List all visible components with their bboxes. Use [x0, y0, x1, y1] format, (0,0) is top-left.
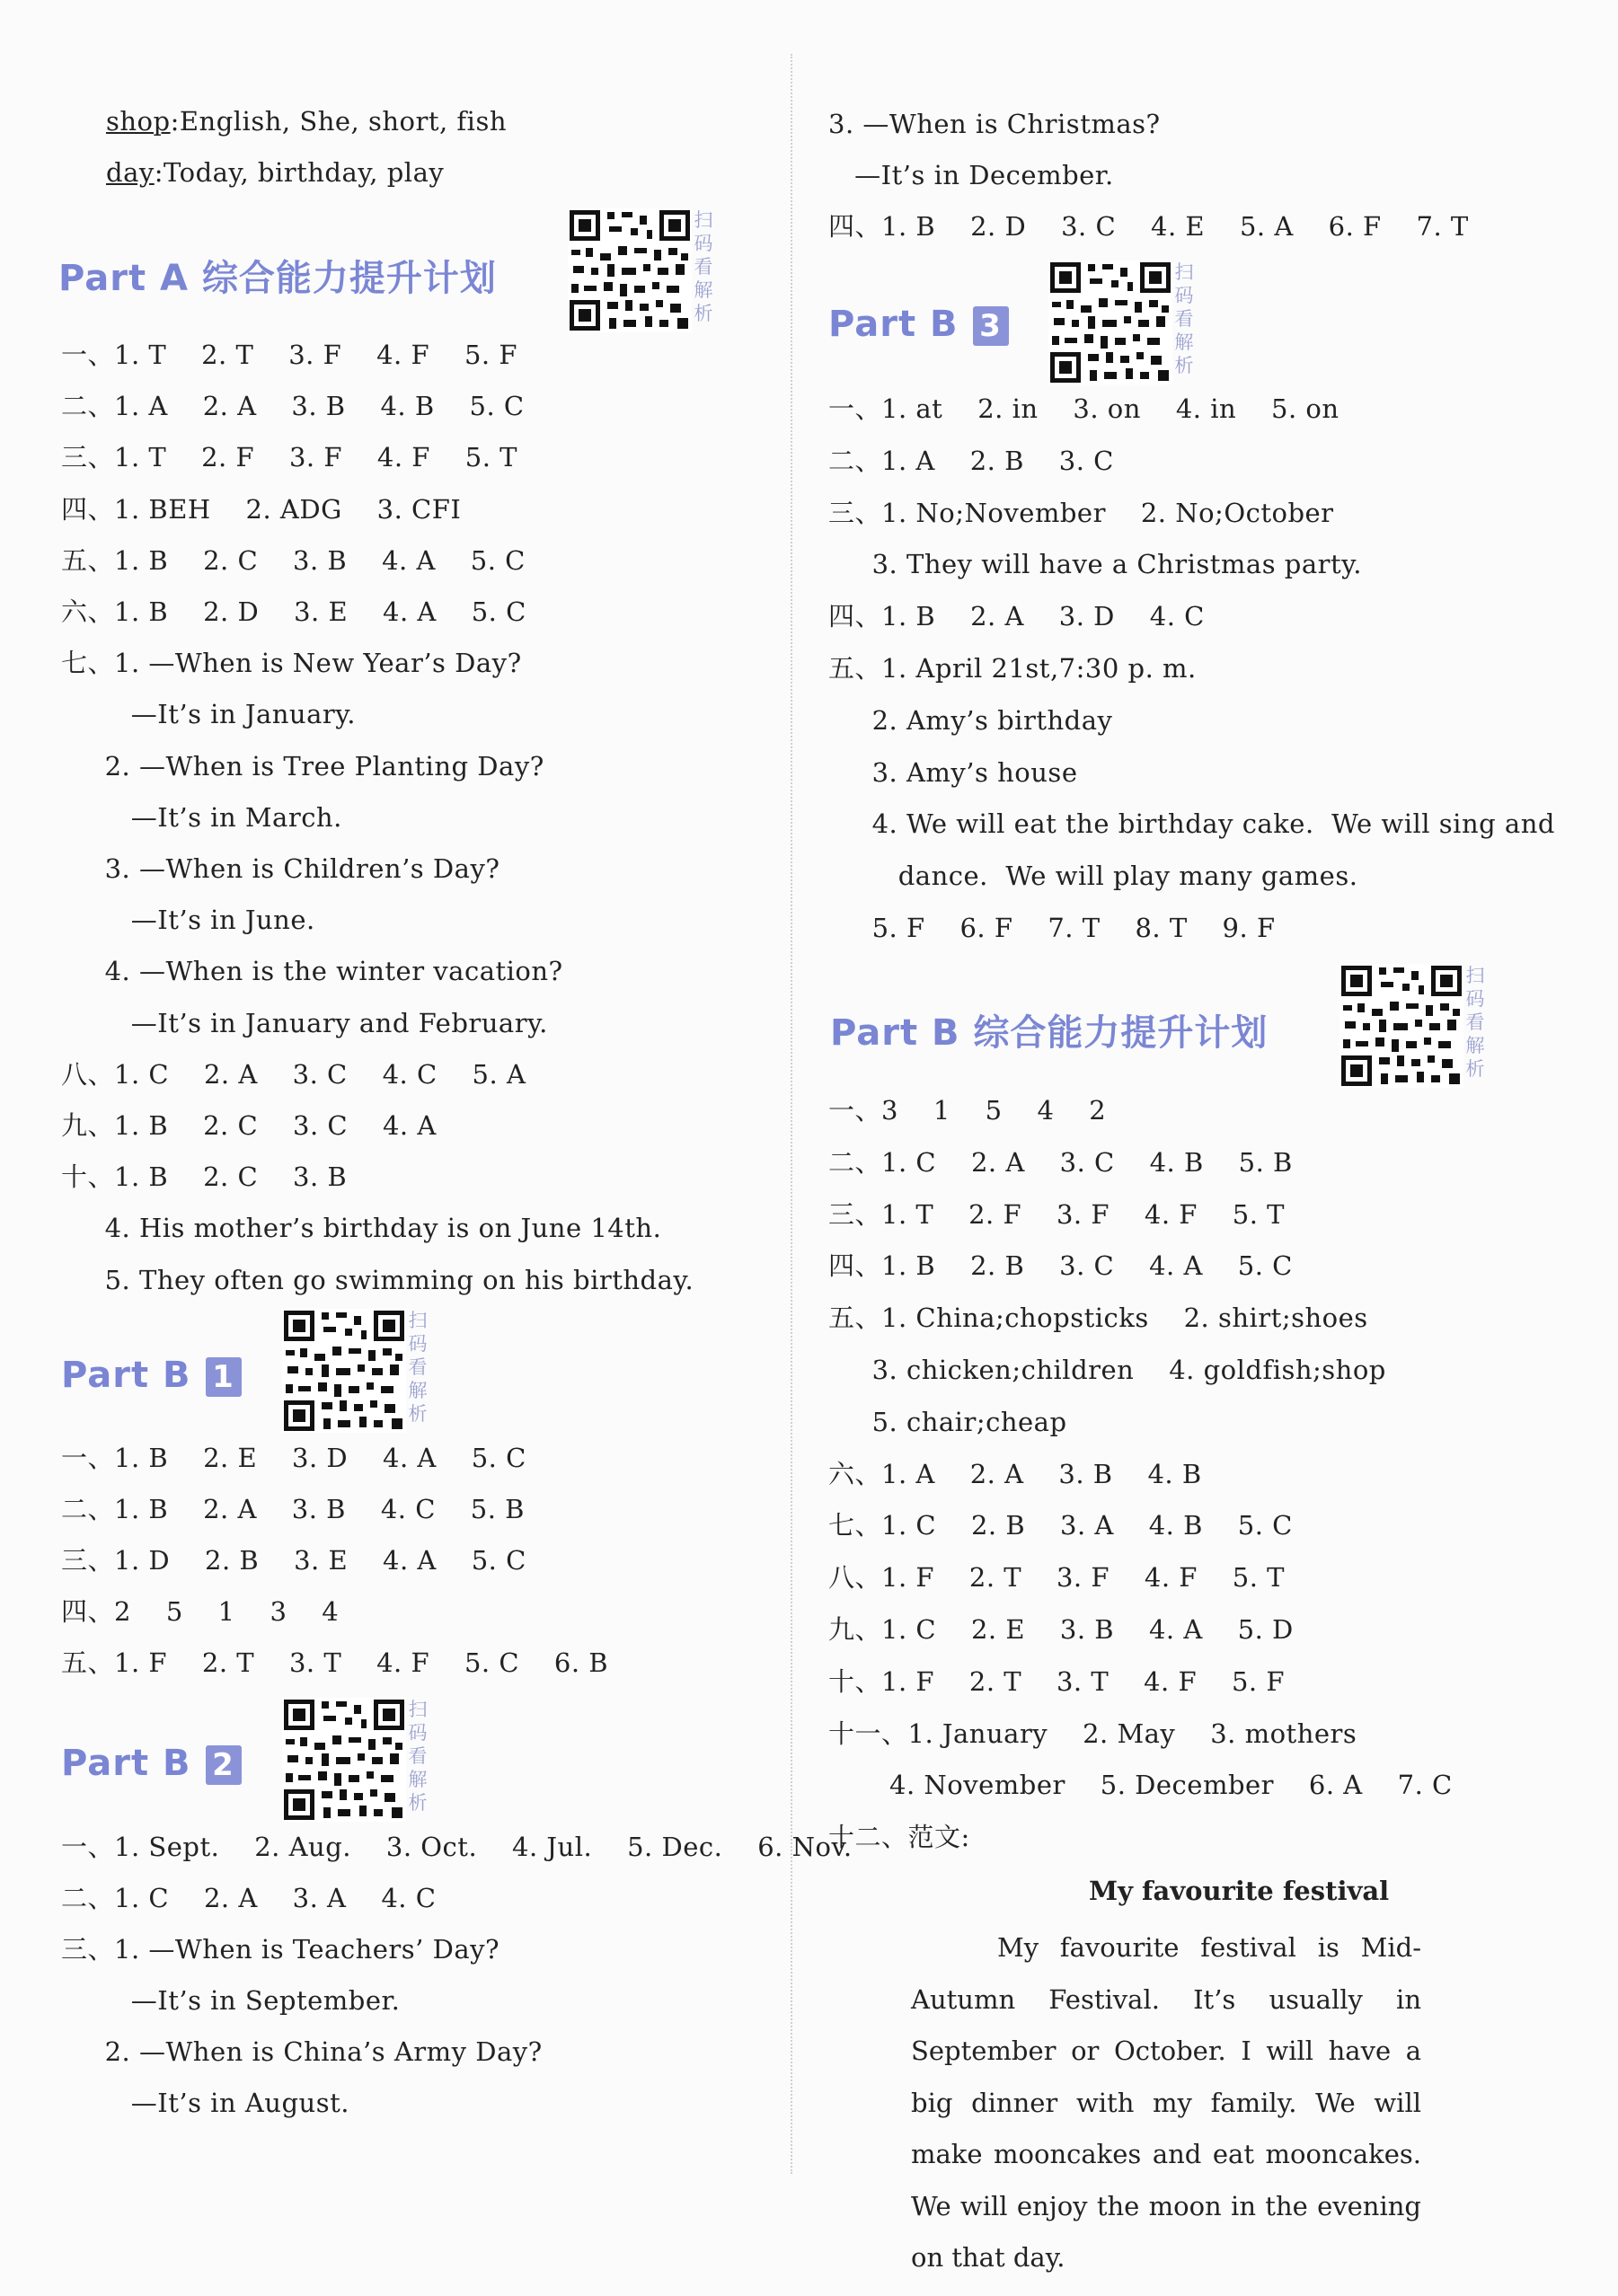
answer-line: 2. Amy’s birthday — [828, 704, 1113, 736]
answer-line: —It’s in August. — [61, 2088, 349, 2118]
unit-badge: 1 — [206, 1357, 242, 1397]
answer-line: 二、1. B 2. A 3. B 4. C 5. B — [61, 1494, 525, 1524]
answer-line: 3. Amy’s house — [828, 756, 1078, 788]
answer-line: 五、1. China;chopsticks 2. shirt;shoes — [828, 1303, 1368, 1334]
answer-line: 五、1. April 21st,7:30 p. m. — [828, 653, 1197, 684]
essay-body: My favourite festival is Mid-Autumn Festival. It’s usually in September or October. I will have a big dinner with my family. We will make mooncakes and eat mooncakes. We will enjoy the moon in the evening on that day. — [911, 1932, 1421, 2273]
answer-line: 八、1. F 2. T 3. F 4. F 5. T — [828, 1562, 1285, 1594]
answer-line: 五、1. F 2. T 3. T 4. F 5. C 6. B — [61, 1647, 609, 1678]
answer-line: 4. —When is the winter vacation? — [61, 956, 563, 987]
part-a-heading: Part A 综合能力提升计划 — [58, 258, 497, 299]
answer-line: dance. We will play many games. — [828, 861, 1358, 892]
qr-code-icon[interactable] — [568, 208, 692, 332]
answer-line: 三、1. No;November 2. No;October — [828, 497, 1334, 528]
answer-line: 十、1. B 2. C 3. B — [61, 1161, 348, 1193]
answer-line: 四、1. B 2. A 3. D 4. C — [828, 601, 1205, 632]
qr-label: 扫码看解析 — [408, 1310, 428, 1425]
answer-line: 六、1. A 2. A 3. B 4. B — [828, 1458, 1202, 1489]
answer-line: 九、1. B 2. C 3. C 4. A — [61, 1110, 437, 1141]
phonics-line-shop: shop:English, She, short, fish — [106, 106, 508, 137]
qr-label: 扫码看解析 — [1465, 965, 1485, 1080]
answer-line: —It’s in September. — [61, 1985, 401, 2016]
unit-badge: 2 — [206, 1745, 242, 1785]
answer-line: 三、1. T 2. F 3. F 4. F 5. T — [828, 1198, 1285, 1230]
answer-line: 三、1. T 2. F 3. F 4. F 5. T — [61, 442, 517, 473]
answer-line: 十二、范文: — [828, 1822, 970, 1853]
answer-line: 七、1. —When is New Year’s Day? — [61, 648, 522, 679]
answer-line: 二、1. A 2. A 3. B 4. B 5. C — [61, 391, 525, 422]
qr-code-icon[interactable] — [1048, 261, 1172, 384]
qr-label: 扫码看解析 — [1174, 261, 1194, 376]
answer-line: —It’s in December. — [828, 160, 1114, 190]
answer-line: 二、1. C 2. A 3. C 4. B 5. B — [828, 1146, 1293, 1178]
answer-line: 一、1. at 2. in 3. on 4. in 5. on — [828, 393, 1339, 424]
answer-line: 3. —When is Christmas? — [828, 109, 1161, 139]
answer-line: 八、1. C 2. A 3. C 4. C 5. A — [61, 1058, 526, 1090]
answer-line: 5. chair;cheap — [828, 1406, 1067, 1437]
answer-line: 4. November 5. December 6. A 7. C — [828, 1770, 1453, 1801]
answer-line: 一、1. Sept. 2. Aug. 3. Oct. 4. Jul. 5. Dec. 6. Nov. — [61, 1832, 853, 1862]
essay-title: My favourite festival — [1089, 1876, 1390, 1906]
answer-line: 二、1. A 2. B 3. C — [828, 445, 1114, 476]
answer-line: 四、1. BEH 2. ADG 3. CFI — [61, 493, 462, 525]
qr-code-icon[interactable] — [1339, 964, 1463, 1088]
answer-line: 二、1. C 2. A 3. A 4. C — [61, 1883, 437, 1913]
answer-line: 一、1. B 2. E 3. D 4. A 5. C — [61, 1443, 526, 1473]
answer-line: 九、1. C 2. E 3. B 4. A 5. D — [828, 1614, 1294, 1645]
answer-line: 十、1. F 2. T 3. T 4. F 5. F — [828, 1665, 1285, 1697]
answer-line: —It’s in June. — [61, 905, 315, 936]
qr-code-icon[interactable] — [282, 1309, 406, 1433]
answer-line: 5. F 6. F 7. T 8. T 9. F — [828, 913, 1276, 943]
answer-line: 四、1. B 2. B 3. C 4. A 5. C — [828, 1250, 1293, 1282]
answer-line: 三、1. —When is Teachers’ Day? — [61, 1934, 500, 1965]
part-b1-heading: Part B 1 — [61, 1355, 242, 1397]
answer-line: 3. —When is Children’s Day? — [61, 853, 500, 884]
answer-line: 一、3 1 5 4 2 — [828, 1095, 1107, 1126]
answer-line: 3. chicken;children 4. goldfish;shop — [828, 1355, 1386, 1385]
answer-line: 五、1. B 2. C 3. B 4. A 5. C — [61, 544, 526, 576]
part-b-comprehensive-heading: Part B 综合能力提升计划 — [830, 1012, 1269, 1054]
answer-line: 2. —When is China’s Army Day? — [61, 2036, 543, 2067]
answer-line: —It’s in January and February. — [61, 1007, 548, 1038]
qr-label: 扫码看解析 — [694, 209, 713, 324]
answer-line: 4. His mother’s birthday is on June 14th. — [61, 1213, 662, 1244]
qr-code-icon[interactable] — [282, 1698, 406, 1822]
answer-line: —It’s in January. — [61, 699, 357, 730]
answer-line: 三、1. D 2. B 3. E 4. A 5. C — [61, 1545, 526, 1576]
part-b3-heading: Part B 3 — [828, 304, 1009, 346]
answer-line: —It’s in March. — [61, 801, 342, 833]
answer-line: 四、2 5 1 3 4 — [61, 1596, 340, 1627]
phonics-line-day: day:Today, birthday, play — [106, 157, 445, 188]
qr-label: 扫码看解析 — [408, 1699, 428, 1814]
part-b2-heading: Part B 2 — [61, 1743, 242, 1785]
answer-line: 4. We will eat the birthday cake. We will sing and — [828, 808, 1555, 840]
answer-line: 十一、1. January 2. May 3. mothers — [828, 1718, 1357, 1749]
answer-line: 六、1. B 2. D 3. E 4. A 5. C — [61, 596, 526, 627]
answer-line: 5. They often go swimming on his birthday. — [61, 1264, 694, 1295]
answer-line: 四、1. B 2. D 3. C 4. E 5. A 6. F 7. T — [828, 211, 1469, 242]
answer-line: 3. They will have a Christmas party. — [828, 549, 1362, 580]
answer-line: 七、1. C 2. B 3. A 4. B 5. C — [828, 1510, 1293, 1541]
unit-badge: 3 — [973, 306, 1009, 346]
answer-line: 2. —When is Tree Planting Day? — [61, 750, 544, 782]
answer-line: 一、1. T 2. T 3. F 4. F 5. F — [61, 340, 517, 370]
